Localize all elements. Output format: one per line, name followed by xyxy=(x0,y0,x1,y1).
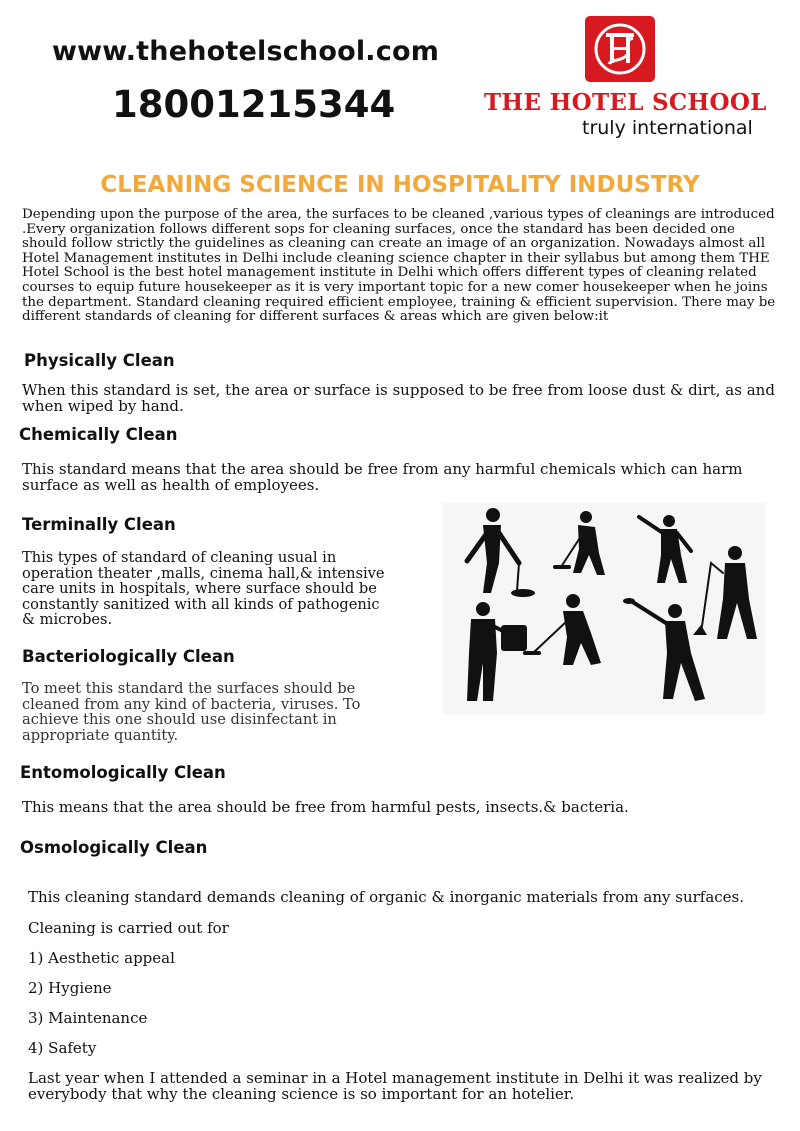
list-item: 3) Maintenance xyxy=(28,1009,148,1027)
text-bacteriologically-clean: To meet this standard the surfaces should be cleaned from any kind of bacteria, viruses. To achieve this one should use disinfectant in appropriate quantity. xyxy=(22,680,361,744)
text-osmologically-clean: This cleaning standard demands cleaning of organic & inorganic materials from any surfaces. xyxy=(28,888,745,906)
heading-osmologically-clean: Osmologically Clean xyxy=(20,838,208,857)
page-title: CLEANING SCIENCE IN HOSPITALITY INDUSTRY xyxy=(100,172,700,198)
phone-number[interactable]: 18001215344 xyxy=(112,83,396,126)
text-terminally-clean: This types of standard of cleaning usual in operation theater ,malls, cinema hall,& intensive care units in hospitals, where surface should be constantly sanitized with all kinds of pathogenic & microbes. xyxy=(22,549,385,629)
list-item: 4) Safety xyxy=(28,1039,97,1057)
list-item: 1) Aesthetic appeal xyxy=(28,949,175,967)
heading-chemically-clean: Chemically Clean xyxy=(19,425,178,444)
text-entomologically-clean: This means that the area should be free from harmful pests, insects.& bacteria. xyxy=(22,798,629,816)
heading-physically-clean: Physically Clean xyxy=(24,351,175,370)
website-url[interactable]: www.thehotelschool.com xyxy=(52,36,440,67)
ths-monogram-logo-icon xyxy=(585,16,655,82)
list-item: 2) Hygiene xyxy=(28,979,112,997)
text-chemically-clean: This standard means that the area should be free from any harmful chemicals which can harm surface as well as health of employees. xyxy=(22,460,743,494)
cleaning-purposes-intro: Cleaning is carried out for xyxy=(28,919,229,937)
brand-tagline: truly international xyxy=(582,117,753,139)
heading-terminally-clean: Terminally Clean xyxy=(22,515,176,534)
text-physically-clean: When this standard is set, the area or surface is supposed to be free from loose dust & dirt, as and when wiped by hand. xyxy=(22,381,775,415)
closing-paragraph: Last year when I attended a seminar in a Hotel management institute in Delhi it was realized by everybody that why the cleaning science is so important for an hotelier. xyxy=(28,1069,762,1103)
heading-bacteriologically-clean: Bacteriologically Clean xyxy=(22,647,235,666)
brand-name: THE HOTEL SCHOOL xyxy=(484,89,767,116)
intro-paragraph: Depending upon the purpose of the area, the surfaces to be cleaned ,various types of cleanings are introduced .Every organization follows different sops for cleaning surfaces, once the standard has been decided one should follow strictly the guidelines as cleaning can create an image of an organization. Nowadays almost all Hotel Management institutes in Delhi include cleaning science chapter in their syllabus but among them THE Hotel School is the best hotel management institute in Delhi which offers different types of cleaning related courses to equip future housekeeper as it is very important topic for a new comer housekeeper when he joins the department. Standard cleaning required efficient employee, training & efficient supervision. There may be different standards of cleaning for different surfaces & areas which are given below:it xyxy=(22,207,776,325)
heading-entomologically-clean: Entomologically Clean xyxy=(20,763,226,782)
cleaning-staff-silhouettes-icon xyxy=(443,503,765,715)
